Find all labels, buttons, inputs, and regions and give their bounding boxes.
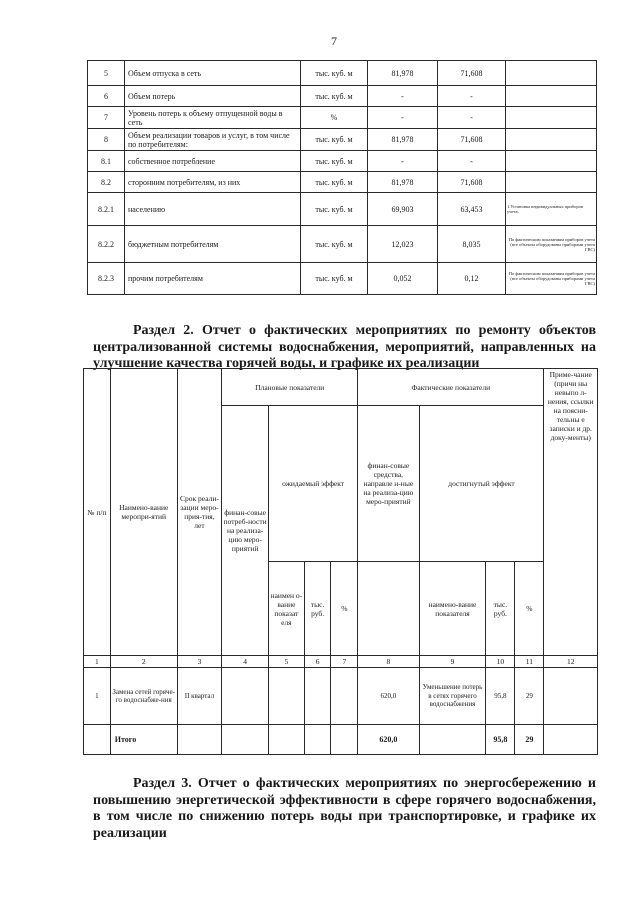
row-value-1: 81,978 [368,61,438,86]
column-number: 11 [515,656,544,668]
row-value-2: - [438,151,506,172]
header-name: Наимено-вание меропри-ятий [110,369,177,656]
row-value-1: - [368,151,438,172]
row-unit: тыс. куб. м [301,193,368,226]
row-unit: тыс. куб. м [301,86,368,107]
row-value-2: 71,608 [438,61,506,86]
row-note [506,107,597,129]
section-2-heading: Раздел 2. Отчет о фактических мероприятиях по ремонту объектов централизованной системы водоснабжения, мероприятий, направленных на улучшение качества горячей воды, и графике их реализации [93,323,596,371]
row-note [506,151,597,172]
table-row: 1 Замена сетей горяче-го водоснабже-ния II квартал 620,0 Уменьшение потерь в сетях горячего водоснабжения 95,8 29 [84,668,598,725]
header-plan-rub: тыс. руб. [304,562,331,656]
total-pct: 29 [515,725,544,755]
table-row [88,263,597,295]
column-number-row [84,656,598,668]
row-note [506,61,597,86]
row-value-1: 81,978 [368,172,438,193]
row-note: По фактическим показаниям приборов учета (все объекты оборудованы приборами учета ГВС) [506,263,597,295]
table-row [88,172,597,193]
indicators-table [87,60,597,295]
row-value-1: - [368,86,438,107]
row-unit: тыс. куб. м [301,263,368,295]
row-value-2: 63,453 [438,193,506,226]
header-num: № п/п [84,369,111,656]
header-plan-indicator: наимен о-вание показат еля [269,562,305,656]
header-actual: Фактические показатели [358,369,544,406]
table-row [88,86,597,107]
total-label: Итого [110,725,177,755]
header-fact-pct: % [515,562,544,656]
row-number: 8.2.3 [88,263,125,295]
row-name: прочим потребителям [125,263,301,295]
row-value-2: - [438,86,506,107]
header-plan-fin: финан-совые потреб-ности на реализа-цию меро-приятий [222,406,269,656]
row-name: бюджетным потребителям [125,226,301,263]
header-fact-fin: финан-совые средства, направле н-ные на реализа-цию меро-приятий [358,406,419,562]
header-planned: Плановые показатели [222,369,358,406]
column-number: 5 [269,656,305,668]
header-plan-effect: ожидаемый эффект [269,406,358,562]
row-name: Уровень потерь к объему отпущенной воды в сеть [125,107,301,129]
column-number: 12 [544,656,598,668]
row-number: 6 [88,86,125,107]
row-number: 8 [88,129,125,151]
row-name: сторонним потребителям, из них [125,172,301,193]
header-fact-effect: достигнутый эффект [419,406,544,562]
row-unit: тыс. куб. м [301,226,368,263]
row-value-2: 71,608 [438,172,506,193]
row-unit: тыс. куб. м [301,172,368,193]
row-unit: тыс. куб. м [301,61,368,86]
row-number: 8.2.2 [88,226,125,263]
row-note [506,86,597,107]
row-name: Объем потерь [125,86,301,107]
column-number: 7 [331,656,358,668]
row-note [506,172,597,193]
row-value-1: - [368,107,438,129]
column-number: 10 [486,656,515,668]
row-unit: тыс. куб. м [301,129,368,151]
column-number: 9 [419,656,486,668]
row-name: населению [125,193,301,226]
row-note [506,129,597,151]
row-number: 8.1 [88,151,125,172]
row-value-2: 0,12 [438,263,506,295]
column-number: 3 [177,656,222,668]
column-number: 8 [358,656,419,668]
column-number: 2 [110,656,177,668]
row-note: По фактическим показаниям приборов учета (все объекты оборудованы приборами учета ГВС) [506,226,597,263]
column-number: 6 [304,656,331,668]
page-number: 7 [331,34,337,48]
row-value-1: 81,978 [368,129,438,151]
section-3-heading: Раздел 3. Отчет о фактических мероприятиях по энергосбережению и повышению энергетической эффективности в сфере горячего водоснабжения, в том числе по снижению потерь воды при транспортировке, и графике их реализации [93,776,596,841]
row-value-2: 8,035 [438,226,506,263]
table-row [88,107,597,129]
table-row [88,129,597,151]
row-unit: тыс. куб. м [301,151,368,172]
header-term: Срок реали-зации меро-прия-тия, лет [177,369,222,656]
total-rub: 95,8 [486,725,515,755]
row-value-2: - [438,107,506,129]
row-number: 7 [88,107,125,129]
table-row [88,226,597,263]
row-unit: % [301,107,368,129]
row-value-1: 69,903 [368,193,438,226]
table-row [88,151,597,172]
row-name: собственное потребление [125,151,301,172]
column-number: 1 [84,656,111,668]
table-row [88,61,597,86]
row-note: 1.Установка индивидуальных приборов учета; [506,193,597,226]
header-note: Приме-чание (причи ны невыпо л-нения, ссылки на поясни-тельны е записки и др. доку-менты) [544,369,598,656]
header-fact-indicator: наимено-вание показателя [419,562,486,656]
row-number: 8.2 [88,172,125,193]
header-plan-pct: % [331,562,358,656]
header-fact-fin-empty [358,562,419,656]
row-value-1: 12,023 [368,226,438,263]
table-row [88,193,597,226]
row-number: 5 [88,61,125,86]
total-row [84,725,598,755]
header-fact-rub: тыс. руб. [486,562,515,656]
row-name: Объем реализации товаров и услуг, в том числе по потребителям: [125,129,301,151]
row-value-1: 0,052 [368,263,438,295]
row-value-2: 71,608 [438,129,506,151]
row-name: Объем отпуска в сеть [125,61,301,86]
total-fin: 620,0 [358,725,419,755]
column-number: 4 [222,656,269,668]
repair-measures-table [83,368,598,755]
row-number: 8.2.1 [88,193,125,226]
